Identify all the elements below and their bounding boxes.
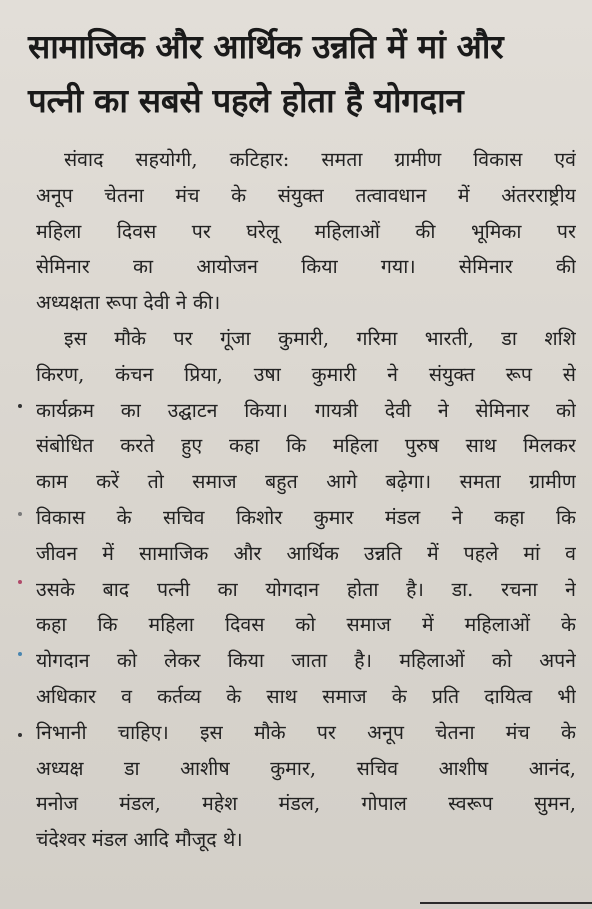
body-line: महिला दिवस पर घरेलू महिलाओं की भूमिका पर [36, 219, 576, 243]
paragraph-2 [36, 321, 576, 858]
body-line: अधिकार व कर्तव्य के साथ समाज के प्रति दायित्व भी [36, 684, 576, 708]
body-line: योगदान को लेकर किया जाता है। महिलाओं को अपने [36, 649, 576, 673]
body-line: अनूप चेतना मंच के संयुक्त तत्वावधान में अंतरराष्ट्रीय [36, 183, 576, 207]
article-headline [28, 20, 576, 128]
body-line: विकास के सचिव किशोर कुमार मंडल ने कहा कि [36, 505, 576, 529]
body-line: सेमिनार का आयोजन किया गया। सेमिनार की [36, 255, 576, 279]
body-line: जीवन में सामाजिक और आर्थिक उन्नति में पहले मां व [36, 541, 576, 565]
print-speck-decoration [18, 512, 22, 516]
body-line: उसके बाद पत्नी का योगदान होता है। डा. रचना ने [36, 577, 576, 601]
body-line: कार्यक्रम का उद्घाटन किया। गायत्री देवी ने सेमिनार को [36, 398, 576, 422]
headline-line: पत्नी का सबसे पहले होता है योगदान [28, 81, 464, 120]
body-line: काम करें तो समाज बहुत आगे बढ़ेगा। समता ग्रामीण [36, 470, 576, 494]
body-line: इस मौके पर गूंजा कुमारी, गरिमा भारती, डा शशि [64, 326, 576, 350]
bottom-rule-divider [420, 902, 592, 904]
body-line: कहा कि महिला दिवस को समाज में महिलाओं के [36, 613, 576, 637]
body-line: निभानी चाहिए। इस मौके पर अनूप चेतना मंच के [36, 720, 576, 744]
print-speck-decoration [18, 652, 22, 656]
body-line: संबोधित करते हुए कहा कि महिला पुरुष साथ मिलकर [36, 434, 576, 458]
article-body [36, 142, 576, 858]
paragraph-1 [36, 142, 576, 321]
print-speck-decoration [18, 404, 22, 408]
body-line: चंदेश्वर मंडल आदि मौजूद थे। [36, 828, 243, 852]
print-speck-decoration [18, 733, 22, 737]
body-line: अध्यक्ष डा आशीष कुमार, सचिव आशीष आनंद, [36, 756, 576, 780]
headline-line: सामाजिक और आर्थिक उन्नति में मां और [28, 27, 504, 66]
body-line: अध्यक्षता रूपा देवी ने की। [36, 291, 221, 315]
body-line: संवाद सहयोगी, कटिहार: समता ग्रामीण विकास एवं [64, 148, 576, 171]
body-line: मनोज मंडल, महेश मंडल, गोपाल स्वरूप सुमन, [36, 792, 576, 816]
print-speck-decoration [18, 580, 22, 584]
body-line: किरण, कंचन प्रिया, उषा कुमारी ने संयुक्त रूप से [36, 362, 576, 386]
